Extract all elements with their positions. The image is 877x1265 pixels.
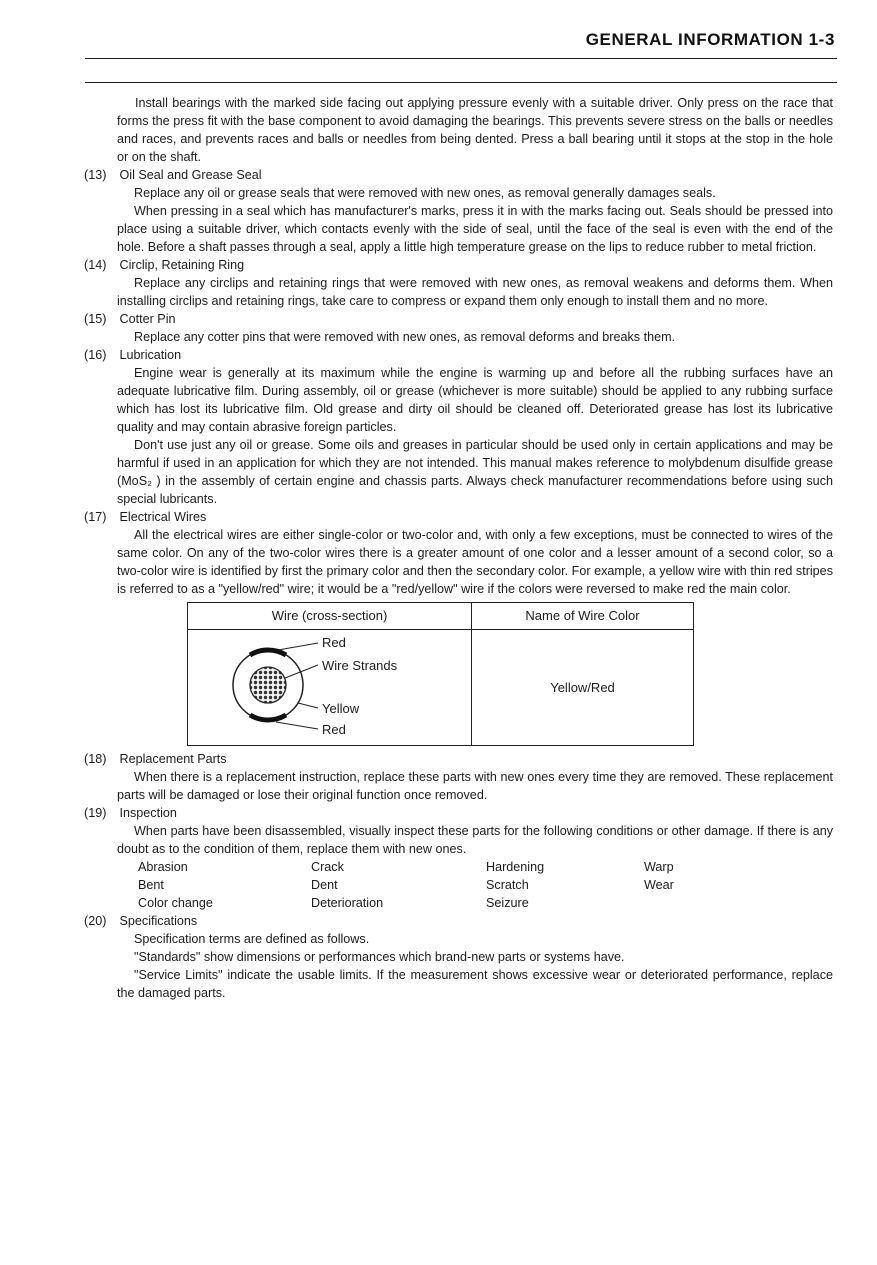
- section-title: Cotter Pin: [119, 312, 176, 326]
- wire-color-table: [187, 602, 694, 746]
- section-19-paragraph-1: When parts have been disassembled, visually inspect these parts for the following conditions or other damage. If there is any doubt as to the condition of them, replace them with new ones.: [117, 824, 833, 856]
- leader-red-bottom: [276, 722, 318, 729]
- condition-item: Color change: [138, 896, 213, 910]
- section-14-paragraph-1: Replace any circlips and retaining rings that were removed with new ones, as removal weakens and deforms them. When installing circlips and retaining rings, take care to compress or expand them only enough to install them and no more.: [117, 276, 833, 308]
- page-content: [0, 94, 877, 1002]
- section-title: Circlip, Retaining Ring: [119, 258, 245, 272]
- section-number: (17): [84, 510, 107, 524]
- section-15-paragraph-1: Replace any cotter pins that were removed with new ones, as removal deforms and breaks them.: [134, 330, 676, 344]
- section-13-paragraph-2: When pressing in a seal which has manufacturer's marks, press it in with the marks facing out. Seals should be pressed into place using a suitable driver, which contacts evenly with the side of seal, until the face of the seal is even with the end of the hole. Before a shaft passes through a seal, apply a little high temperature grease on the lips to reduce rubber to metal friction.: [117, 204, 833, 254]
- section-16-paragraph-1: Engine wear is generally at its maximum while the engine is warming up and before all the rubbing surfaces have an adequate lubricative film. During assembly, oil or grease (whichever is more suitable) should be applied to any rubbing surface which has lost its lubricative film. Old grease and dirty oil should be cleaned off. Deteriorated grease has lost its lubricative quality and may contain abrasive foreign particles.: [117, 366, 833, 434]
- label-red-top: Red: [322, 635, 346, 650]
- section-16-paragraph-2: Don't use just any oil or grease. Some oils and greases in particular should be used only in certain applications and may be harmful if used in an application for which they are not intended. This manual makes reference to molybdenum disulfide grease (MoS₂ ) in the assembly of certain engine and chassis parts. Always check manufacturer recommendations before using such special lubricants.: [117, 438, 833, 506]
- section-title: Specifications: [119, 914, 198, 928]
- condition-item: Scratch: [486, 878, 529, 892]
- section-17-paragraph-1: All the electrical wires are either single-color or two-color and, with only a few exceptions, must be connected to wires of the same color. On any of the two-color wires there is a greater amount of one color and a lesser amount of a second color, so a two-color wire is identified by first the primary color and then the secondary color. For example, a yellow wire with thin red stripes is referred to as a "yellow/red" wire; it would be a "red/yellow" wire if the colors were reversed to make red the main color.: [117, 528, 833, 596]
- section-17-heading: [84, 508, 877, 526]
- label-yellow: Yellow: [322, 701, 360, 716]
- section-number: (16): [84, 348, 107, 362]
- condition-item: Wear: [644, 878, 674, 892]
- leader-red-top: [278, 643, 318, 650]
- intro-paragraph: Install bearings with the marked side facing out applying pressure evenly with a suitable driver. Only press on the race that forms the press fit with the base component to avoid damaging the bearings. This prevents severe stress on the balls or needles and races, and prevents races and balls or needles from being dented. Press a ball bearing until it stops at the stop in the hole or on the shaft.: [117, 96, 833, 164]
- wire-table-header-color-name: Name of Wire Color: [472, 603, 694, 630]
- section-title: Oil Seal and Grease Seal: [119, 168, 262, 182]
- section-20-paragraph-3: "Service Limits" indicate the usable limits. If the measurement shows excessive wear or deteriorated performance, replace the damaged parts.: [117, 968, 833, 1000]
- header-rule-top: [85, 58, 837, 59]
- wire-table-header-cross-section: Wire (cross-section): [188, 603, 472, 630]
- condition-item: Dent: [311, 878, 338, 892]
- section-number: (19): [84, 806, 107, 820]
- section-title: Inspection: [119, 806, 177, 820]
- condition-item: Crack: [311, 860, 344, 874]
- condition-item: Bent: [138, 878, 164, 892]
- section-20-paragraph-1: Specification terms are defined as follows.: [134, 932, 370, 946]
- header-rule-bottom: [85, 82, 837, 83]
- section-13-heading: [84, 166, 877, 184]
- section-14-heading: [84, 256, 877, 274]
- section-number: (20): [84, 914, 107, 928]
- condition-item: Warp: [644, 860, 674, 874]
- label-red-bottom: Red: [322, 722, 346, 737]
- wire-cross-section-diagram: [188, 630, 471, 740]
- section-20-paragraph-2: "Standards" show dimensions or performances which brand-new parts or systems have.: [134, 950, 625, 964]
- label-wire-strands: Wire Strands: [322, 658, 398, 673]
- section-title: Electrical Wires: [119, 510, 207, 524]
- section-18-heading: [84, 750, 877, 768]
- section-15-heading: [84, 310, 877, 328]
- section-number: (15): [84, 312, 107, 326]
- wire-cross-section-cell: [188, 630, 472, 746]
- section-20-heading: [84, 912, 877, 930]
- page-header-title: GENERAL INFORMATION 1-3: [585, 30, 835, 49]
- section-16-heading: [84, 346, 877, 364]
- inspection-conditions-list: [138, 858, 877, 912]
- section-13-paragraph-1: Replace any oil or grease seals that were removed with new ones, as removal generally damages seals.: [134, 186, 716, 200]
- condition-item: Seizure: [486, 896, 529, 910]
- section-number: (18): [84, 752, 107, 766]
- condition-item: Abrasion: [138, 860, 188, 874]
- condition-item: Hardening: [486, 860, 545, 874]
- condition-item: Deterioration: [311, 896, 384, 910]
- wire-color-name-cell: Yellow/Red: [472, 630, 694, 746]
- section-title: Lubrication: [119, 348, 182, 362]
- section-number: (13): [84, 168, 107, 182]
- section-title: Replacement Parts: [119, 752, 227, 766]
- section-19-heading: [84, 804, 877, 822]
- section-number: (14): [84, 258, 107, 272]
- wire-strands-bundle: [250, 667, 286, 703]
- leader-yellow: [298, 703, 318, 708]
- section-18-paragraph-1: When there is a replacement instruction, replace these parts with new ones every time they are removed. These replacement parts will be damaged or lose their original function once removed.: [117, 770, 833, 802]
